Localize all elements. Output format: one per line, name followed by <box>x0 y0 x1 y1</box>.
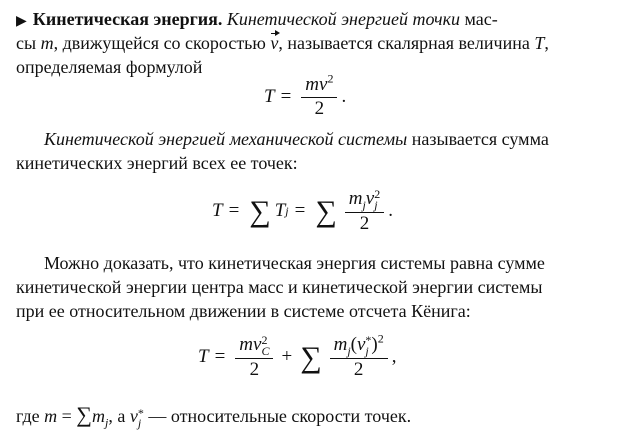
para4-mj-sub: j <box>104 415 109 430</box>
para4-eq: = <box>61 406 72 426</box>
para1-line2 <box>16 32 549 54</box>
symbol-m: m <box>40 33 54 53</box>
eq3-lhs: T <box>198 345 209 367</box>
eq3-frac2-m: m <box>333 334 348 355</box>
para3-line2 <box>16 276 543 298</box>
para2-line1 <box>44 128 549 150</box>
eq3-frac1-mv: mv <box>239 334 262 355</box>
eq3-frac1-den: 2 <box>249 358 260 380</box>
term-kinetic-energy-point: Кинетической энергией точки <box>226 9 461 29</box>
eq1-lhs: T <box>264 85 275 107</box>
para1-text-f: определяемая формулой <box>16 57 203 77</box>
para1-text-d: , называется скалярная величина <box>278 33 530 53</box>
eq2-num-v-sub: j <box>374 197 378 212</box>
para2-line2 <box>16 152 298 174</box>
para4-v-sub: j <box>137 415 142 430</box>
eq3-tail: , <box>391 345 397 367</box>
eq1-num: mv <box>305 74 328 95</box>
eq3-sum: ∑ <box>300 340 322 374</box>
eq3-frac2-v: v <box>356 334 366 355</box>
eq1-fraction <box>301 71 337 119</box>
eq2-num-m: m <box>348 188 363 209</box>
para4-text: — относительные скорости точек. <box>143 406 412 426</box>
eq3-frac2-v-sub: j <box>365 343 369 358</box>
eq2-sum-2: ∑ <box>315 194 337 228</box>
eq3-frac2-den: 2 <box>353 358 364 380</box>
eq2-lhs: T <box>212 199 223 221</box>
para1-text-b: сы <box>16 33 37 53</box>
para2-text-b: кинетических энергий всех ее точек: <box>16 153 298 173</box>
eq1-equals: = <box>280 85 292 107</box>
para4-v: v <box>129 406 138 426</box>
para1-text-c: , движущейся со скоростью <box>53 33 266 53</box>
para3-line3-text: при ее относительном движении в системе отсчета Кёнига: <box>16 301 471 321</box>
para1-text-e: , <box>544 33 549 53</box>
term-kinetic-energy-system: Кинетической энергией механической системы <box>44 129 408 149</box>
eq2-fraction <box>345 188 385 234</box>
para4-mj: m <box>91 406 105 426</box>
eq2-tail: . <box>388 199 393 221</box>
para3-line1 <box>44 252 545 274</box>
para4-where: где <box>16 406 40 426</box>
symbol-T: T <box>534 33 545 53</box>
eq3-frac1-sup: 2 <box>261 332 268 347</box>
eq2-num-v-sup: 2 <box>374 186 381 201</box>
para4-sum: ∑ <box>76 402 92 427</box>
section-title: Кинетическая энергия. <box>32 9 223 29</box>
eq3-fraction-1 <box>235 334 273 380</box>
eq2-sum-1: ∑ <box>249 194 271 228</box>
para3-line2-text: кинетической энергии центра масс и кинетической энергии системы <box>16 277 543 297</box>
para1-text-a: мас- <box>464 9 498 29</box>
eq3-equals: = <box>214 345 226 367</box>
eq3-plus: + <box>281 345 293 367</box>
section-marker-icon: ▶ <box>16 14 27 29</box>
eq3-frac2-rp: ) <box>371 334 378 355</box>
equation-3 <box>198 331 397 380</box>
eq1-tail: . <box>341 85 347 107</box>
eq2-equals-2: = <box>294 199 306 221</box>
eq2-den: 2 <box>359 212 370 234</box>
eq2-equals-1: = <box>228 199 240 221</box>
eq3-frac1-sub: C <box>261 343 270 358</box>
eq2-num-v: v <box>365 188 375 209</box>
para3-line1-text: Можно доказать, что кинетическая энергия системы равна сумме <box>44 253 545 273</box>
para1-line3 <box>16 56 202 78</box>
equation-2: T = ∑ T j = ∑ $m_jv$ 2 j 2 . <box>212 186 393 234</box>
eq3-frac2-lp: ( <box>350 334 357 355</box>
eq3-frac2-m-sub: j <box>347 343 351 358</box>
eq1-num-power: 2 <box>327 71 334 86</box>
para4-line1 <box>16 404 411 428</box>
equation-1 <box>264 71 347 119</box>
para3-line3 <box>16 300 471 322</box>
para2-text-a: называется сумма <box>411 129 549 149</box>
eq2-tj: T <box>274 199 286 221</box>
para4-comma: , а <box>108 406 126 426</box>
eq1-den: 2 <box>314 98 325 119</box>
para4-m: m <box>44 406 58 426</box>
velocity-vector-symbol: v <box>270 33 279 53</box>
eq3-fraction-2 <box>330 331 388 380</box>
eq2-num-m-sub: j <box>362 197 366 212</box>
para1-line1 <box>16 8 498 33</box>
para4-v-sup: * <box>137 405 144 420</box>
eq3-frac2-pow: 2 <box>377 331 384 346</box>
eq3-frac2-v-sup: * <box>365 332 372 347</box>
